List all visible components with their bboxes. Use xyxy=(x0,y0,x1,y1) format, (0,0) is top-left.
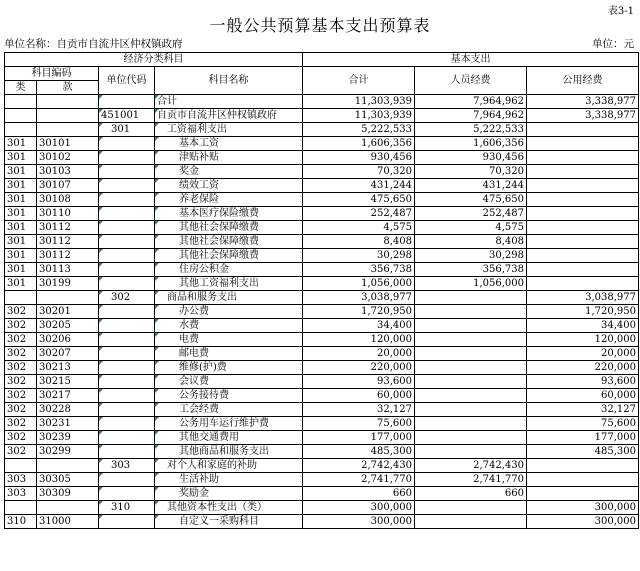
cell-kuan: 30107 xyxy=(37,179,99,193)
table-row xyxy=(5,473,639,487)
cell-unit-code xyxy=(99,235,155,249)
cell-total: 930,456 xyxy=(303,151,415,165)
cell-subject-name: 对个人和家庭的补助 xyxy=(155,459,303,473)
cell-kuan: 30112 xyxy=(37,249,99,263)
header-lei: 类 xyxy=(5,81,37,95)
cell-total: 34,400 xyxy=(303,319,415,333)
cell-public: 75,600 xyxy=(527,417,639,431)
cell-subject-name: 电费 xyxy=(155,333,303,347)
cell-unit-code xyxy=(99,445,155,459)
cell-kuan: 30101 xyxy=(37,137,99,151)
cell-personnel xyxy=(415,417,527,431)
cell-kuan xyxy=(37,501,99,515)
cell-subject-name: 商品和服务支出 xyxy=(155,291,303,305)
cell-personnel: 5,222,533 xyxy=(415,123,527,137)
table-row xyxy=(5,361,639,375)
table-row xyxy=(5,221,639,235)
cell-unit-code xyxy=(99,249,155,263)
cell-personnel: 660 xyxy=(415,487,527,501)
cell-unit-code: 302 xyxy=(99,291,155,305)
cell-public: 1,720,950 xyxy=(527,305,639,319)
cell-lei: 301 xyxy=(5,137,37,151)
table-row xyxy=(5,417,639,431)
table-row xyxy=(5,193,639,207)
cell-total: 1,720,950 xyxy=(303,305,415,319)
cell-personnel: 2,741,770 xyxy=(415,473,527,487)
header-econ-class: 经济分类科目 xyxy=(5,53,303,67)
cell-lei: 301 xyxy=(5,249,37,263)
cell-subject-name: 住房公积金 xyxy=(155,263,303,277)
cell-lei: 301 xyxy=(5,277,37,291)
cell-personnel: 70,320 xyxy=(415,165,527,179)
currency-unit-label: 单位：元 xyxy=(592,38,634,50)
cell-total: 11,303,939 xyxy=(303,109,415,123)
cell-personnel xyxy=(415,445,527,459)
cell-personnel: 1,056,000 xyxy=(415,277,527,291)
cell-kuan: 30228 xyxy=(37,403,99,417)
cell-public: 3,038,977 xyxy=(527,291,639,305)
cell-unit-code xyxy=(99,333,155,347)
table-row xyxy=(5,263,639,277)
cell-public xyxy=(527,221,639,235)
cell-personnel xyxy=(415,403,527,417)
cell-kuan: 30207 xyxy=(37,347,99,361)
cell-subject-name: 其他交通费用 xyxy=(155,431,303,445)
table-row xyxy=(5,123,639,137)
cell-lei xyxy=(5,459,37,473)
cell-unit-code: 310 xyxy=(99,501,155,515)
table-row xyxy=(5,291,639,305)
cell-lei: 301 xyxy=(5,235,37,249)
cell-public xyxy=(527,165,639,179)
cell-lei: 302 xyxy=(5,431,37,445)
cell-subject-name: 其他商品和服务支出 xyxy=(155,445,303,459)
cell-public: 300,000 xyxy=(527,501,639,515)
table-row xyxy=(5,277,639,291)
cell-lei: 302 xyxy=(5,375,37,389)
cell-lei: 302 xyxy=(5,445,37,459)
cell-lei: 302 xyxy=(5,417,37,431)
cell-subject-name: 会议费 xyxy=(155,375,303,389)
cell-personnel xyxy=(415,333,527,347)
cell-lei xyxy=(5,501,37,515)
table-row xyxy=(5,459,639,473)
header-unit-code: 单位代码 xyxy=(99,67,155,95)
cell-public: 32,127 xyxy=(527,403,639,417)
cell-total: 93,600 xyxy=(303,375,415,389)
table-row xyxy=(5,347,639,361)
cell-total: 75,600 xyxy=(303,417,415,431)
cell-subject-name: 奖金 xyxy=(155,165,303,179)
cell-subject-name: 公务接待费 xyxy=(155,389,303,403)
cell-subject-name: 其他社会保障缴费 xyxy=(155,235,303,249)
cell-total: 2,741,770 xyxy=(303,473,415,487)
header-row-1 xyxy=(5,53,639,67)
header-subject-name: 科目名称 xyxy=(155,67,303,95)
cell-total: 485,300 xyxy=(303,445,415,459)
cell-public xyxy=(527,473,639,487)
cell-kuan: 31000 xyxy=(37,515,99,529)
table-row xyxy=(5,389,639,403)
cell-lei xyxy=(5,291,37,305)
header-subject-code: 科目编码 xyxy=(5,67,99,81)
cell-kuan xyxy=(37,459,99,473)
cell-total: 120,000 xyxy=(303,333,415,347)
cell-public xyxy=(527,487,639,501)
cell-lei: 301 xyxy=(5,263,37,277)
cell-unit-code xyxy=(99,221,155,235)
cell-unit-code xyxy=(99,319,155,333)
cell-unit-code xyxy=(99,277,155,291)
cell-personnel: 7,964,962 xyxy=(415,109,527,123)
table-row xyxy=(5,515,639,529)
cell-unit-code xyxy=(99,417,155,431)
cell-kuan: 30305 xyxy=(37,473,99,487)
cell-personnel: 252,487 xyxy=(415,207,527,221)
cell-subject-name: 工会经费 xyxy=(155,403,303,417)
cell-subject-name: 水费 xyxy=(155,319,303,333)
cell-personnel xyxy=(415,305,527,319)
cell-personnel: 431,244 xyxy=(415,179,527,193)
cell-subject-name: 自定义一采购科目 xyxy=(155,515,303,529)
cell-lei xyxy=(5,109,37,123)
header-meta xyxy=(4,36,634,52)
cell-subject-name: 其他资本性支出（类） xyxy=(155,501,303,515)
table-row xyxy=(5,501,639,515)
cell-lei: 303 xyxy=(5,487,37,501)
cell-personnel: 7,964,962 xyxy=(415,95,527,109)
cell-lei: 302 xyxy=(5,361,37,375)
table-row xyxy=(5,179,639,193)
table-row xyxy=(5,249,639,263)
cell-public xyxy=(527,179,639,193)
header-public: 公用经费 xyxy=(527,67,639,95)
cell-personnel: 1,606,356 xyxy=(415,137,527,151)
cell-subject-name: 邮电费 xyxy=(155,347,303,361)
cell-kuan: 30299 xyxy=(37,445,99,459)
cell-subject-name: 办公费 xyxy=(155,305,303,319)
cell-total: 20,000 xyxy=(303,347,415,361)
cell-public xyxy=(527,193,639,207)
cell-kuan xyxy=(37,109,99,123)
cell-subject-name: 自贡市自流井区仲权镇政府 xyxy=(155,109,303,123)
cell-kuan: 30102 xyxy=(37,151,99,165)
cell-kuan: 30205 xyxy=(37,319,99,333)
cell-public xyxy=(527,207,639,221)
cell-kuan: 30108 xyxy=(37,193,99,207)
cell-unit-code xyxy=(99,403,155,417)
cell-unit-code xyxy=(99,305,155,319)
cell-total: 5,222,533 xyxy=(303,123,415,137)
cell-total: 475,650 xyxy=(303,193,415,207)
cell-kuan xyxy=(37,123,99,137)
table-row xyxy=(5,109,639,123)
cell-subject-name: 其他社会保障缴费 xyxy=(155,221,303,235)
cell-public: 120,000 xyxy=(527,333,639,347)
page-title: 一般公共预算基本支出预算表 xyxy=(209,16,431,35)
cell-unit-code xyxy=(99,431,155,445)
cell-kuan: 30239 xyxy=(37,431,99,445)
cell-public: 3,338,977 xyxy=(527,95,639,109)
cell-total: 356,738 xyxy=(303,263,415,277)
cell-total: 177,000 xyxy=(303,431,415,445)
cell-subject-name: 津贴补贴 xyxy=(155,151,303,165)
cell-personnel: 30,298 xyxy=(415,249,527,263)
cell-personnel xyxy=(415,291,527,305)
cell-public xyxy=(527,123,639,137)
cell-public xyxy=(527,249,639,263)
cell-unit-code xyxy=(99,151,155,165)
cell-unit-code xyxy=(99,473,155,487)
table-number: 表3-1 xyxy=(607,6,634,17)
table-row xyxy=(5,165,639,179)
header-row-2 xyxy=(5,67,639,81)
cell-total: 70,320 xyxy=(303,165,415,179)
cell-lei: 301 xyxy=(5,151,37,165)
cell-total: 431,244 xyxy=(303,179,415,193)
cell-total: 2,742,430 xyxy=(303,459,415,473)
table-row xyxy=(5,375,639,389)
cell-public: 177,000 xyxy=(527,431,639,445)
budget-table xyxy=(4,52,639,529)
unit-name-label: 单位名称：自贡市自流井区仲权镇政府 xyxy=(4,38,183,50)
cell-kuan: 30309 xyxy=(37,487,99,501)
cell-subject-name: 绩效工资 xyxy=(155,179,303,193)
cell-personnel xyxy=(415,375,527,389)
cell-public: 20,000 xyxy=(527,347,639,361)
table-row xyxy=(5,487,639,501)
cell-personnel: 356,738 xyxy=(415,263,527,277)
cell-public: 300,000 xyxy=(527,515,639,529)
cell-personnel: 4,575 xyxy=(415,221,527,235)
cell-kuan xyxy=(37,95,99,109)
cell-public: 220,000 xyxy=(527,361,639,375)
cell-total: 30,298 xyxy=(303,249,415,263)
cell-public xyxy=(527,277,639,291)
cell-subject-name: 生活补助 xyxy=(155,473,303,487)
cell-kuan: 30231 xyxy=(37,417,99,431)
cell-personnel xyxy=(415,501,527,515)
cell-unit-code xyxy=(99,487,155,501)
cell-subject-name: 工资福利支出 xyxy=(155,123,303,137)
cell-lei: 302 xyxy=(5,389,37,403)
cell-total: 11,303,939 xyxy=(303,95,415,109)
cell-personnel xyxy=(415,361,527,375)
cell-lei: 302 xyxy=(5,347,37,361)
cell-subject-name: 基本医疗保险缴费 xyxy=(155,207,303,221)
cell-public xyxy=(527,151,639,165)
header-kuan: 款 xyxy=(37,81,99,95)
table-body xyxy=(5,95,639,529)
cell-personnel: 475,650 xyxy=(415,193,527,207)
cell-kuan: 30103 xyxy=(37,165,99,179)
cell-unit-code: 303 xyxy=(99,459,155,473)
cell-lei: 301 xyxy=(5,207,37,221)
cell-kuan: 30112 xyxy=(37,235,99,249)
cell-unit-code: 301 xyxy=(99,123,155,137)
header-personnel: 人员经费 xyxy=(415,67,527,95)
table-row xyxy=(5,431,639,445)
cell-personnel: 8,408 xyxy=(415,235,527,249)
cell-kuan: 30217 xyxy=(37,389,99,403)
cell-personnel: 930,456 xyxy=(415,151,527,165)
cell-unit-code xyxy=(99,179,155,193)
cell-public: 3,338,977 xyxy=(527,109,639,123)
cell-total: 3,038,977 xyxy=(303,291,415,305)
cell-subject-name: 维修(护)费 xyxy=(155,361,303,375)
cell-personnel xyxy=(415,389,527,403)
cell-subject-name: 公务用车运行维护费 xyxy=(155,417,303,431)
cell-lei: 303 xyxy=(5,473,37,487)
cell-unit-code xyxy=(99,263,155,277)
table-row xyxy=(5,95,639,109)
cell-kuan: 30113 xyxy=(37,263,99,277)
cell-unit-code xyxy=(99,207,155,221)
cell-kuan: 30112 xyxy=(37,221,99,235)
cell-lei: 302 xyxy=(5,403,37,417)
cell-subject-name: 合计 xyxy=(155,95,303,109)
cell-lei xyxy=(5,95,37,109)
cell-personnel xyxy=(415,431,527,445)
table-row xyxy=(5,151,639,165)
cell-unit-code xyxy=(99,347,155,361)
cell-public xyxy=(527,263,639,277)
table-row xyxy=(5,445,639,459)
table-row xyxy=(5,403,639,417)
cell-personnel xyxy=(415,347,527,361)
cell-lei xyxy=(5,123,37,137)
cell-public: 485,300 xyxy=(527,445,639,459)
cell-kuan: 30201 xyxy=(37,305,99,319)
cell-lei: 301 xyxy=(5,221,37,235)
table-row xyxy=(5,305,639,319)
cell-unit-code xyxy=(99,515,155,529)
cell-total: 1,056,000 xyxy=(303,277,415,291)
cell-lei: 302 xyxy=(5,319,37,333)
cell-total: 300,000 xyxy=(303,501,415,515)
cell-total: 4,575 xyxy=(303,221,415,235)
cell-unit-code: 451001 xyxy=(99,109,155,123)
cell-unit-code xyxy=(99,165,155,179)
cell-total: 32,127 xyxy=(303,403,415,417)
cell-unit-code xyxy=(99,375,155,389)
cell-public xyxy=(527,459,639,473)
cell-public xyxy=(527,235,639,249)
cell-lei: 302 xyxy=(5,333,37,347)
cell-lei: 301 xyxy=(5,193,37,207)
cell-personnel xyxy=(415,319,527,333)
cell-public: 34,400 xyxy=(527,319,639,333)
cell-subject-name: 养老保险 xyxy=(155,193,303,207)
cell-public: 93,600 xyxy=(527,375,639,389)
cell-unit-code xyxy=(99,389,155,403)
cell-kuan: 30199 xyxy=(37,277,99,291)
cell-total: 1,606,356 xyxy=(303,137,415,151)
table-row xyxy=(5,235,639,249)
cell-lei: 301 xyxy=(5,179,37,193)
cell-subject-name: 奖励金 xyxy=(155,487,303,501)
header-total: 合计 xyxy=(303,67,415,95)
cell-unit-code xyxy=(99,193,155,207)
cell-public: 60,000 xyxy=(527,389,639,403)
table-row xyxy=(5,319,639,333)
cell-lei: 310 xyxy=(5,515,37,529)
cell-unit-code xyxy=(99,137,155,151)
header-basic-expense: 基本支出 xyxy=(303,53,639,67)
cell-unit-code xyxy=(99,95,155,109)
cell-kuan: 30215 xyxy=(37,375,99,389)
cell-total: 252,487 xyxy=(303,207,415,221)
cell-personnel: 2,742,430 xyxy=(415,459,527,473)
table-row xyxy=(5,333,639,347)
cell-kuan: 30206 xyxy=(37,333,99,347)
cell-public xyxy=(527,137,639,151)
cell-subject-name: 基本工资 xyxy=(155,137,303,151)
cell-total: 300,000 xyxy=(303,515,415,529)
cell-kuan xyxy=(37,291,99,305)
table-row xyxy=(5,137,639,151)
cell-lei: 301 xyxy=(5,165,37,179)
cell-personnel xyxy=(415,515,527,529)
cell-unit-code xyxy=(99,361,155,375)
cell-lei: 302 xyxy=(5,305,37,319)
cell-kuan: 30110 xyxy=(37,207,99,221)
cell-total: 8,408 xyxy=(303,235,415,249)
cell-subject-name: 其他社会保障缴费 xyxy=(155,249,303,263)
cell-subject-name: 其他工资福利支出 xyxy=(155,277,303,291)
cell-kuan: 30213 xyxy=(37,361,99,375)
cell-total: 220,000 xyxy=(303,361,415,375)
cell-total: 660 xyxy=(303,487,415,501)
table-row xyxy=(5,207,639,221)
table-header xyxy=(5,53,639,95)
cell-total: 60,000 xyxy=(303,389,415,403)
